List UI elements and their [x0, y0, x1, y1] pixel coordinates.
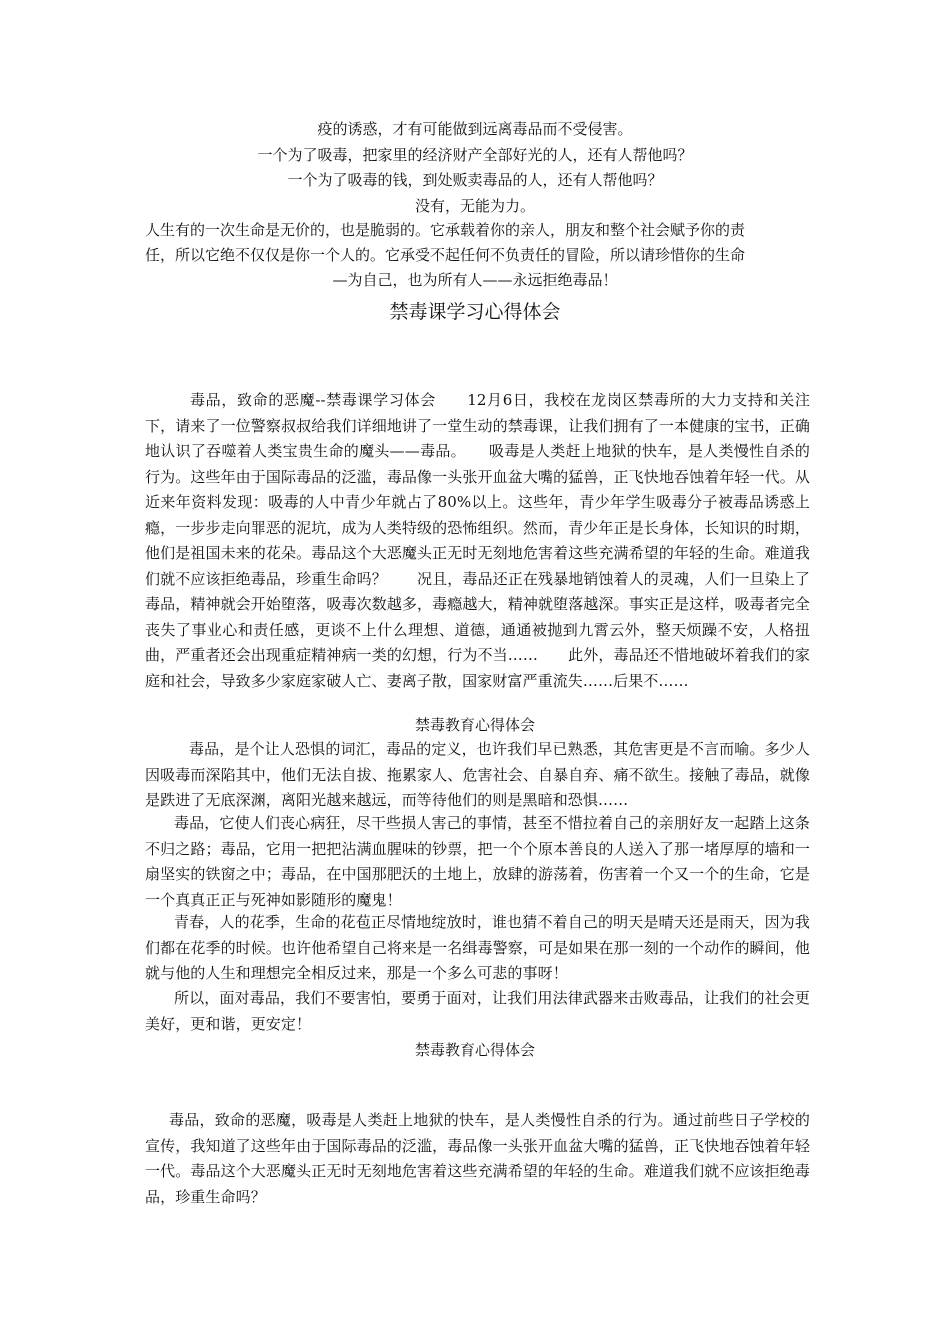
- intro-line-5: 人生有的一次生命是无价的，也是脆弱的。它承载着你的亲人，朋友和整个社会赋予你的责: [145, 221, 746, 239]
- section2-paragraph-1: 毒品，是个让人恐惧的词汇，毒品的定义，也许我们早已熟悉，其危害更是不言而喻。多少人因吸毒而深陷其中，他们无法自拔、拖累家人、危害社会、自暴自弃、痛不欲生。接触了毒品，就像是跌进了无底深渊，离阳光越来越远，而等待他们的则是黑暗和恐惧……: [145, 740, 810, 809]
- section2-paragraph-3: 青春，人的花季，生命的花苞正尽情地绽放时，谁也猜不着自己的明天是晴天还是雨天，因为我们都在花季的时候。也许他希望自己将来是一名缉毒警察，可是如果在那一刻的一个动作的瞬间，他就与他的人生和理想完全相反过来，那是一个多么可悲的事呀！: [145, 913, 810, 982]
- section-title-education-2: 禁毒教育心得体会: [414, 1041, 535, 1059]
- section1-paragraph: 毒品，致命的恶魔--禁毒课学习体会 12月6日，我校在龙岗区禁毒所的大力支持和关注下，请来了一位警察叔叔给我们详细地讲了一堂生动的禁毒课，让我们拥有了一本健康的宝书，正确地认识了吞噬着人类宝贵生命的魔头——毒品。 吸毒是人类赶上地狱的快车，是人类慢性自杀的行为。这些年由于国际毒品的泛滥，毒品像一头张开血盆大嘴的猛兽，正飞快地吞蚀着年轻一代。从近来年资料发现：吸毒的人中青少年就占了80%以上。这些年，青少年学生吸毒分子被毒品诱惑上瘾，一步步走向罪恶的泥坑，成为人类特级的恐怖组织。然而，青少年正是长身体，长知识的时期，他们是祖国未来的花朵。毒品这个大恶魔头正无时无刻地危害着这些充满希望的年轻的生命。难道我们就不应该拒绝毒品，珍重生命吗？ 况且，毒品还正在残暴地销蚀着人的灵魂，人们一旦染上了毒品，精神就会开始堕落，吸毒次数越多，毒瘾越大，精神就堕落越深。事实正是这样，吸毒者完全丧失了事业心和责任感，更谈不上什么理想、道德，通通被抛到九霄云外，整天烦躁不安，人格扭曲，严重者还会出现重症精神病一类的幻想，行为不当…… 此外，毒品还不惜地破坏着我们的家庭和社会，导致多少家庭家破人亡、妻离子散，国家财富严重流失……后果不……: [145, 391, 810, 690]
- intro-line-3: 一个为了吸毒的钱，到处贩卖毒品的人，还有人帮他吗？: [287, 171, 663, 189]
- section2-paragraph-4: 所以，面对毒品，我们不要害怕，要勇于面对，让我们用法律武器来击败毒品，让我们的社会更美好，更和谐，更安定！: [145, 989, 810, 1033]
- section-title-course: 禁毒课学习心得体会: [389, 301, 561, 323]
- section3-paragraph: 毒品，致命的恶魔，吸毒是人类赶上地狱的快车，是人类慢性自杀的行为。通过前些日子学校的宣传，我知道了这些年由于国际毒品的泛滥，毒品像一头张开血盆大嘴的猛兽，正飞快地吞蚀着年轻一代。毒品这个大恶魔头正无时无刻地危害着这些充满希望的年轻的生命。难道我们就不应该拒绝毒品，珍重生命吗？: [145, 1111, 810, 1206]
- section2-paragraph-2: 毒品，它使人们丧心病狂，尽干些损人害己的事情，甚至不惜拉着自己的亲朋好友一起踏上这条不归之路；毒品，它用一把把沾满血腥味的钞票，把一个个原本善良的人送入了那一堵厚厚的墙和一扇坚实的铁窗之中；毒品，在中国那肥沃的土地上，放肆的游荡着，伤害着一个又一个的生命，它是一个真真正正与死神如影随形的魔鬼！: [145, 814, 810, 909]
- intro-line-1: 疫的诱惑，才有可能做到远离毒品而不受侵害。: [317, 120, 633, 138]
- intro-line-7: —为自己，也为所有人——永远拒绝毒品！: [332, 271, 618, 289]
- section-title-education-1: 禁毒教育心得体会: [414, 716, 535, 734]
- intro-line-6: 任，所以它绝不仅仅是你一个人的。它承受不起任何不负责任的冒险，所以请珍惜你的生命: [145, 246, 746, 264]
- intro-line-2: 一个为了吸毒，把家里的经济财产全部好光的人，还有人帮他吗？: [257, 146, 693, 164]
- intro-line-4: 没有，无能为力。: [414, 197, 535, 215]
